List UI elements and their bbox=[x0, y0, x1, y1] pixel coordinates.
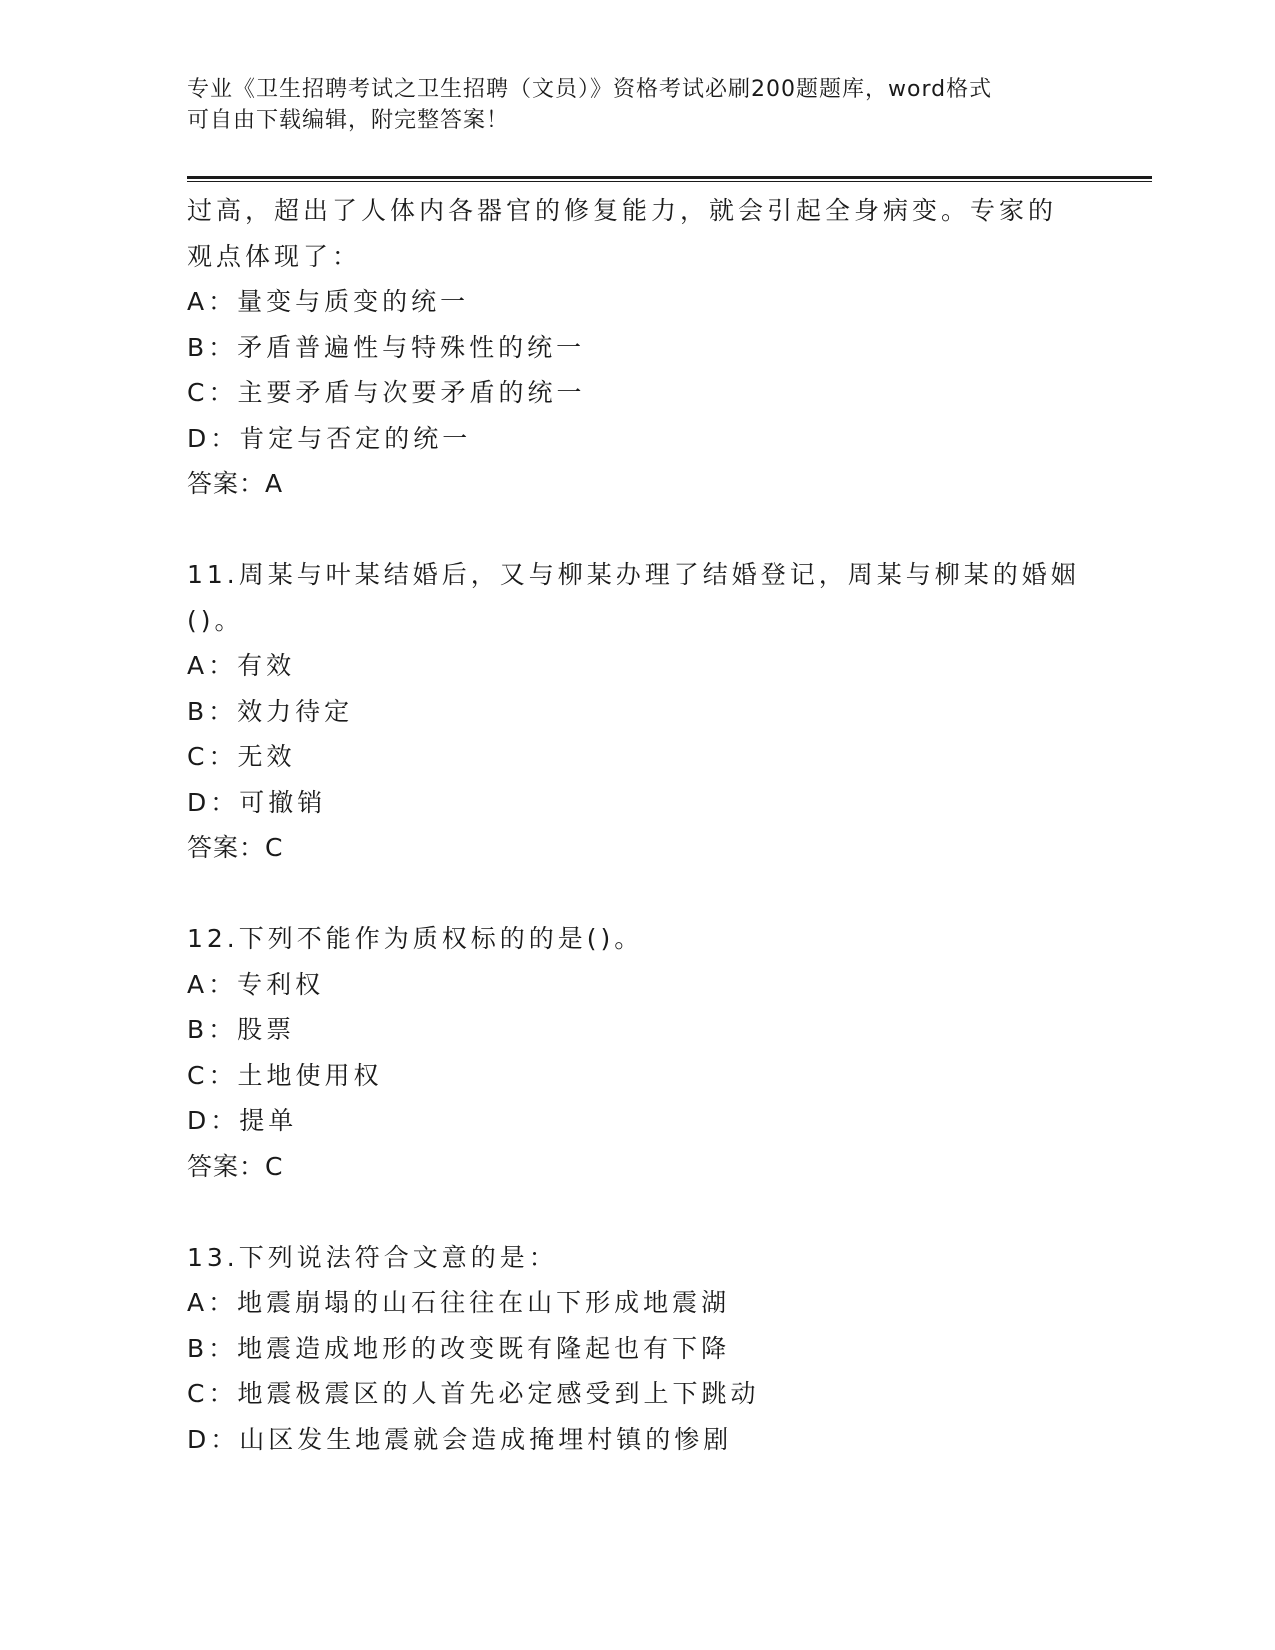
question-text: 过高，超出了人体内各器官的修复能力，就会引起全身病变。专家的 bbox=[187, 196, 1058, 225]
header-title-line2: 可自由下载编辑，附完整答案！ bbox=[187, 108, 510, 133]
option-b: B：矛盾普遍性与特殊性的统一 bbox=[187, 332, 586, 362]
question-block-13 bbox=[187, 1235, 1087, 1463]
option-c: C：无效 bbox=[187, 742, 296, 771]
question-block-11 bbox=[187, 552, 1087, 871]
option-b: B：效力待定 bbox=[187, 696, 354, 726]
option-a: A：地震崩塌的山石往往在山下形成地震湖 bbox=[187, 1288, 731, 1317]
option-d: D：山区发生地震就会造成掩埋村镇的惨剧 bbox=[187, 1424, 733, 1454]
option-c: C：土地使用权 bbox=[187, 1060, 383, 1090]
option-b: B：地震造成地形的改变既有隆起也有下降 bbox=[187, 1333, 731, 1363]
question-text: 观点体现了： bbox=[187, 241, 362, 271]
question-list bbox=[187, 188, 1087, 1462]
page-header bbox=[187, 74, 1087, 136]
question-block-prev bbox=[187, 188, 1087, 507]
question-text: 13.下列说法符合文意的是： bbox=[187, 1242, 558, 1272]
question-text: 11.周某与叶某结婚后，又与柳某办理了结婚登记，周某与柳某的婚姻 bbox=[187, 560, 1080, 589]
option-b: B：股票 bbox=[187, 1015, 296, 1044]
option-c: C：地震极震区的人首先必定感受到上下跳动 bbox=[187, 1379, 760, 1408]
spacer bbox=[187, 1189, 1087, 1235]
header-divider bbox=[187, 176, 1152, 179]
header-title-line1: 专业《卫生招聘考试之卫生招聘（文员）》资格考试必刷200题题库，word格式 bbox=[187, 77, 993, 102]
spacer bbox=[187, 507, 1087, 553]
option-a: A：专利权 bbox=[187, 969, 325, 999]
option-a: A：有效 bbox=[187, 651, 296, 680]
question-block-12 bbox=[187, 916, 1087, 1189]
option-a: A：量变与质变的统一 bbox=[187, 287, 470, 316]
option-c: C：主要矛盾与次要矛盾的统一 bbox=[187, 378, 586, 407]
header-divider-thin bbox=[187, 181, 1152, 182]
option-d: D：肯定与否定的统一 bbox=[187, 423, 472, 453]
option-d: D：提单 bbox=[187, 1106, 298, 1135]
answer-label: 答案：A bbox=[187, 469, 284, 498]
question-text: ()。 bbox=[187, 605, 244, 635]
question-text: 12.下列不能作为质权标的的是()。 bbox=[187, 924, 644, 953]
answer-label: 答案：C bbox=[187, 1151, 284, 1181]
answer-label: 答案：C bbox=[187, 833, 284, 862]
spacer bbox=[187, 871, 1087, 917]
option-d: D：可撤销 bbox=[187, 787, 327, 817]
